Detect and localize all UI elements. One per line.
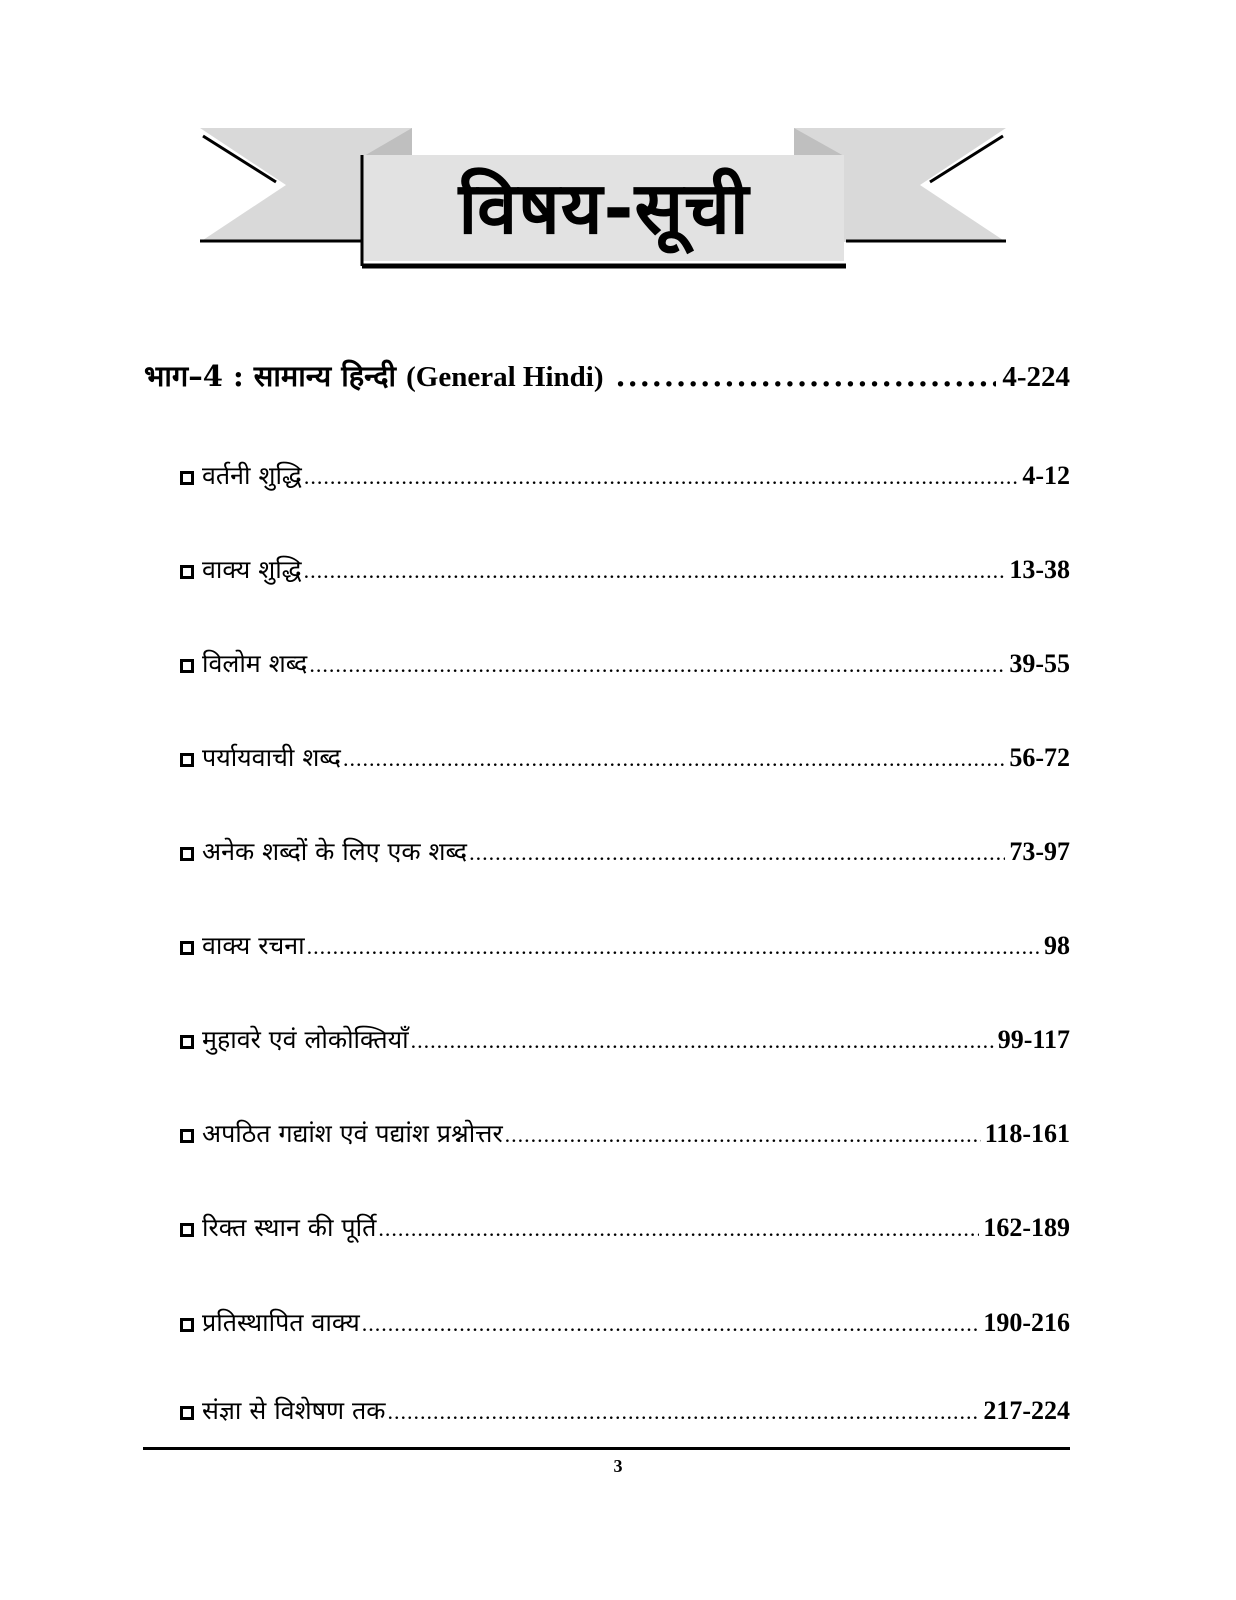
checkbox-square-icon [180, 941, 194, 955]
checkbox-square-icon [180, 847, 194, 861]
toc-entry-title: मुहावरे एवं लोकोक्तियाँ [202, 1025, 409, 1054]
dot-leader [505, 1122, 981, 1148]
toc-entry[interactable] [180, 1022, 1070, 1062]
toc-entry-pages: 98 [1044, 931, 1070, 960]
toc-entry-pages: 118-161 [984, 1119, 1070, 1148]
dot-leader [362, 1311, 980, 1337]
checkbox-square-icon [180, 659, 194, 673]
checkbox-square-icon [180, 1318, 194, 1332]
toc-entry-pages: 73-97 [1009, 837, 1070, 866]
dot-leader [304, 558, 1006, 584]
toc-entry-pages: 190-216 [983, 1308, 1070, 1337]
toc-entry-title: रिक्त स्थान की पूर्ति [202, 1213, 377, 1242]
dot-leader [469, 840, 1005, 866]
toc-entry[interactable] [180, 1393, 1070, 1433]
toc-entry-title: विलोम शब्द [202, 649, 308, 678]
toc-entry-pages: 39-55 [1009, 649, 1070, 678]
dot-leader [304, 464, 1018, 490]
toc-entry-pages: 13-38 [1009, 555, 1070, 584]
toc-entry-title: प्रतिस्थापित वाक्य [202, 1308, 360, 1337]
toc-entry-pages: 162-189 [983, 1213, 1070, 1242]
toc-entry-pages: 99-117 [997, 1025, 1070, 1054]
footer-divider [143, 1447, 1070, 1450]
checkbox-square-icon [180, 565, 194, 579]
checkbox-square-icon [180, 1035, 194, 1049]
toc-entry[interactable] [180, 646, 1070, 686]
dot-leader [378, 1216, 979, 1242]
toc-entry-pages: 217-224 [983, 1396, 1070, 1425]
dot-leader [307, 934, 1040, 960]
checkbox-square-icon [180, 471, 194, 485]
part-pages: 4-224 [1002, 361, 1070, 393]
toc-entry[interactable] [180, 928, 1070, 968]
dot-leader [388, 1399, 980, 1425]
toc-entry-pages: 4-12 [1022, 461, 1070, 490]
toc-entry[interactable] [180, 834, 1070, 874]
toc-entry[interactable] [180, 1116, 1070, 1156]
dot-leader [343, 746, 1005, 772]
toc-entry[interactable] [180, 552, 1070, 592]
toc-entry-title: वर्तनी शुद्धि [202, 461, 302, 490]
checkbox-square-icon [180, 1406, 194, 1420]
toc-entry-title: अपठित गद्यांश एवं पद्यांश प्रश्नोत्तर [202, 1119, 503, 1148]
toc-entry[interactable] [180, 740, 1070, 780]
dot-leader [616, 359, 997, 393]
dot-leader [309, 652, 1005, 678]
toc-entry-title: पर्यायवाची शब्द [202, 743, 341, 772]
toc-entry[interactable] [180, 1210, 1070, 1250]
toc-entry-title: संज्ञा से विशेषण तक [202, 1396, 386, 1425]
part-label [144, 356, 604, 395]
toc-entry-pages: 56-72 [1009, 743, 1070, 772]
part-label-english: (General Hindi) [406, 361, 604, 393]
toc-entry-title: वाक्य शुद्धि [202, 555, 302, 584]
checkbox-square-icon [180, 753, 194, 767]
checkbox-square-icon [180, 1223, 194, 1237]
toc-entry[interactable] [180, 1305, 1070, 1345]
checkbox-square-icon [180, 1129, 194, 1143]
part-label-hindi: भाग–4 : सामान्य हिन्दी [144, 359, 397, 393]
page-number: 3 [613, 1456, 623, 1476]
dot-leader [411, 1028, 994, 1054]
part-heading [144, 356, 1070, 400]
toc-entry-title: अनेक शब्दों के लिए एक शब्द [202, 837, 468, 866]
toc-entry-title: वाक्य रचना [202, 931, 305, 960]
page-title: विषय-सूची [458, 166, 750, 250]
toc-entry[interactable] [180, 458, 1070, 498]
